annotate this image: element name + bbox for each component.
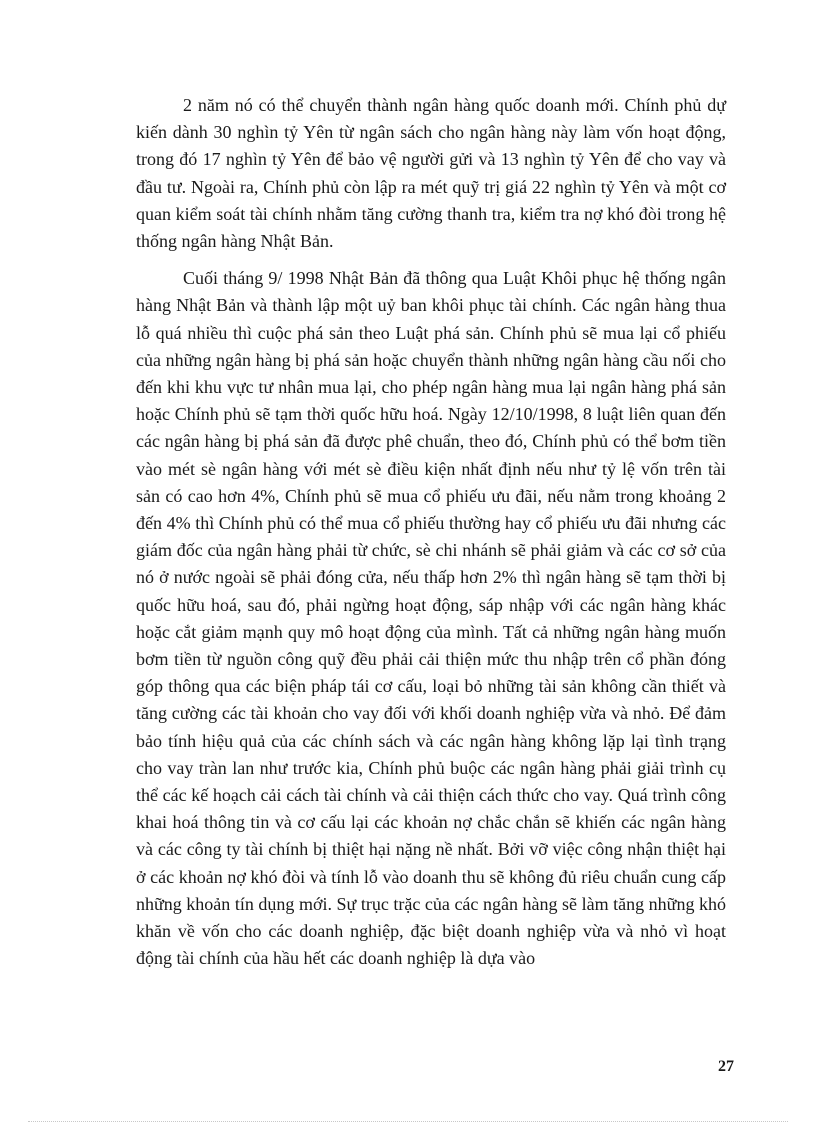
page-body xyxy=(136,92,726,983)
paragraph-1: 2 năm nó có thể chuyển thành ngân hàng quốc doanh mới. Chính phủ dự kiến dành 30 nghìn tỷ Yên từ ngân sách cho ngân hàng này làm vốn hoạt động, trong đó 17 nghìn tỷ Yên để bảo vệ người gửi và 13 nghìn tỷ Yên để cho vay và đầu tư. Ngoài ra, Chính phủ còn lập ra mét quỹ trị giá 22 nghìn tỷ Yên và một cơ quan kiểm soát tài chính nhằm tăng cường thanh tra, kiểm tra nợ khó đòi trong hệ thống ngân hàng Nhật Bản. xyxy=(136,95,726,252)
page-number: 27 xyxy=(718,1058,734,1075)
paragraph-2: Cuối tháng 9/ 1998 Nhật Bản đã thông qua Luật Khôi phục hệ thống ngân hàng Nhật Bản và thành lập một uỷ ban khôi phục tài chính. Các ngân hàng thua lỗ quá nhiều thì cuộc phá sản theo Luật phá sản. Chính phủ sẽ mua lại cổ phiếu của những ngân hàng bị phá sản hoặc chuyển thành những ngân hàng cầu nối cho đến khi khu vực tư nhân mua lại, cho phép ngân hàng mua lại ngân hàng phá sản hoặc Chính phủ sẽ tạm thời quốc hữu hoá. Ngày 12/10/1998, 8 luật liên quan đến các ngân hàng bị phá sản đã được phê chuẩn, theo đó, Chính phủ có thể bơm tiền vào mét sè ngân hàng với mét sè điều kiện nhất định nếu như tỷ lệ vốn trên tài sản có cao hơn 4%, Chính phủ sẽ mua cổ phiếu ưu đãi, nếu nằm trong khoảng 2 đến 4% thì Chính phủ có thể mua cổ phiếu thường hay cổ phiếu ưu đãi nhưng các giám đốc của ngân hàng phải từ chức, sè chi nhánh sẽ phải giảm và các cơ sở của nó ở nước ngoài sẽ phải đóng cửa, nếu thấp hơn 2% thì ngân hàng sẽ tạm thời bị quốc hữu hoá, sau đó, phải ngừng hoạt động, sáp nhập với các ngân hàng khác hoặc cắt giảm mạnh quy mô hoạt động của mình. Tất cả những ngân hàng muốn bơm tiền từ nguồn công quỹ đều phải cải thiện mức thu nhập trên cổ phần đóng góp thông qua các biện pháp tái cơ cấu, loại bỏ những tài sản không cần thiết và tăng cường các tài khoản cho vay đối với khối doanh nghiệp vừa và nhỏ. Để đảm bảo tính hiệu quả của các chính sách và các ngân hàng không lặp lại tình trạng cho vay tràn lan như trước kia, Chính phủ buộc các ngân hàng phải giải trình cụ thể các kế hoạch cải cách tài chính và cải thiện cách thức cho vay. Quá trình công khai hoá thông tin và cơ cấu lại các khoản nợ chắc chắn sẽ khiến các ngân hàng và các công ty tài chính bị thiệt hại nặng nề nhất. Bởi vỡ việc công nhận thiệt hại ở các khoản nợ khó đòi và tính lỗ vào doanh thu sẽ không đủ riêu chuẩn cung cấp những khoản tín dụng mới. Sự trục trặc của các ngân hàng sẽ làm tăng những khó khăn về vốn cho các doanh nghiệp, đặc biệt doanh nghiệp vừa và nhỏ vì hoạt động tài chính của hầu hết các doanh nghiệp là dựa vào xyxy=(136,268,726,969)
page-bottom-divider xyxy=(28,1121,788,1122)
